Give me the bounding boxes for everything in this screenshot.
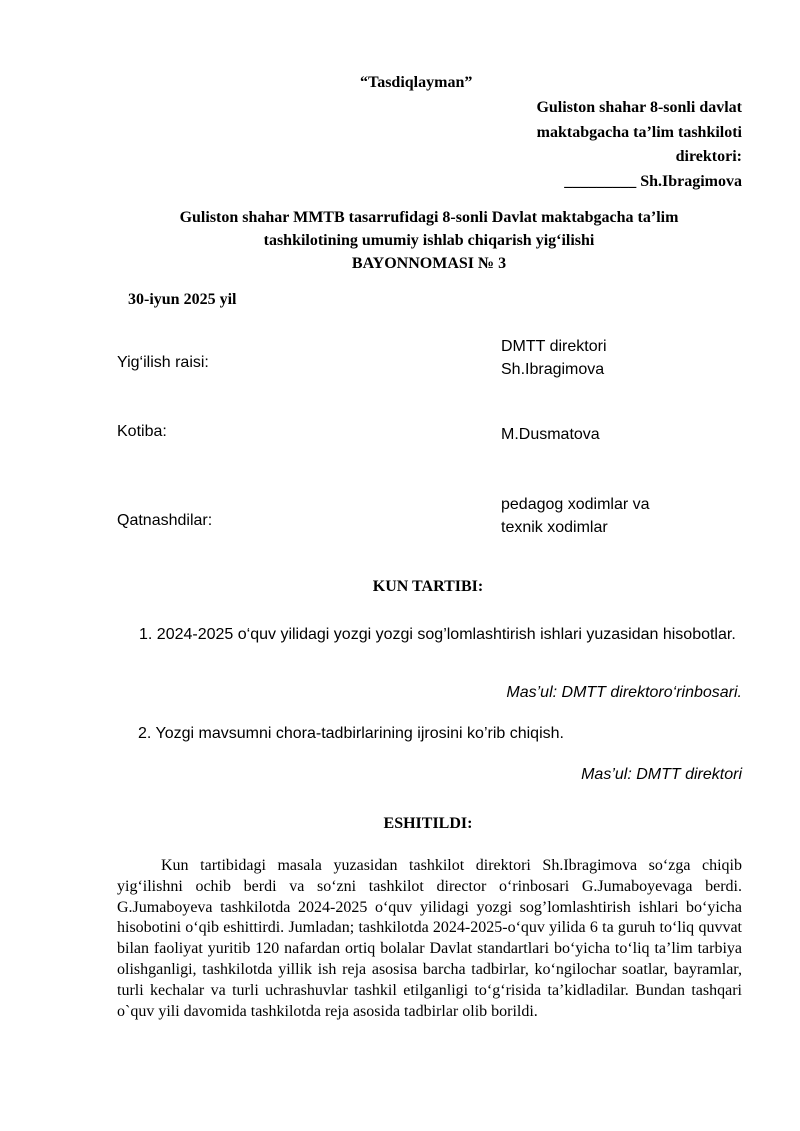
document-title (58, 206, 800, 275)
attendees-value (501, 493, 650, 539)
heard-heading: ESHITILDI: (383, 815, 473, 832)
attendees-line-2: texnik xodimlar (501, 519, 608, 536)
attendees-line-1: pedagog xodimlar va (501, 496, 650, 513)
title-line-2: tashkilotining umumiy ishlab chiqarish yig‘ilishi (263, 232, 595, 249)
heard-paragraph: Kun tartibidagi masala yuzasidan tashkilot direktori Sh.Ibragimova so‘zga chiqib yig‘ilishni ochib berdi va so‘zni tashkilot director o‘rinbosari G.Jumaboyevaga berdi. G.Jumaboyeva tashkilotda 2024-2025 o‘quv yilidagi yozgi sog’lomlashtirish ishlari bo‘yicha hisobotini o‘qib eshittirdi. Jumladan; tashkilotda 2024-2025-o‘quv yilida 6 ta guruh to‘liq quvvat bilan faoliyat yuritib 120 nafardan ortiq bolalar Davlat standartlari bo‘yicha to‘liq ta’lim tarbiya olishganligi, tashkilotda yillik ish reja asosisa barcha tadbirlar, ko‘ngilochar soatlar, bayramlar, turli kechalar va turli uchrashuvlar tashkil etilganligi to‘g‘risida ta’kidladilar. Bundan tashqari o`quv yili davomida tashkilotda reja asosida tadbirlar olib borildi. (117, 857, 742, 1020)
approval-signature: _________ Sh.Ibragimova (564, 172, 742, 190)
approval-position: direktori: (675, 148, 742, 165)
agenda-responsible-2: Mas’ul: DMTT direktori (581, 766, 742, 783)
chair-name: Sh.Ibragimova (501, 361, 605, 378)
agenda-responsible-1: Mas’ul: DMTT direktoro‘rinbosari. (506, 684, 742, 701)
chair-position: DMTT direktori (501, 338, 607, 355)
approval-heading: “Tasdiqlayman” (360, 74, 473, 91)
secretary-label: Kotiba: (117, 423, 167, 440)
approval-org-line: Guliston shahar 8-sonli davlat (536, 99, 742, 116)
attendees-label: Qatnashdilar: (117, 512, 213, 529)
agenda-heading: KUN TARTIBI: (372, 578, 484, 595)
secretary-value: M.Dusmatova (501, 426, 600, 443)
agenda-item-1: 1. 2024-2025 o‘quv yilidagi yozgi yozgi sog’lomlashtirish ishlari yuzasidan hisobotlar. (139, 626, 736, 643)
title-line-1: Guliston shahar MMTB tasarrufidagi 8-sonli Davlat maktabgacha ta’lim (179, 209, 679, 226)
chair-value (501, 335, 607, 381)
approval-block (536, 96, 742, 194)
document-date: 30-iyun 2025 yil (128, 291, 237, 308)
approval-org-line-2: maktabgacha ta’lim tashkiloti (536, 123, 742, 141)
title-line-3: BAYONNOMASI № 3 (351, 255, 507, 272)
chair-label: Yig‘ilish raisi: (117, 354, 209, 371)
agenda-item-2: 2. Yozgi mavsumni chora-tadbirlarining ijrosini ko’rib chiqish. (138, 725, 564, 742)
